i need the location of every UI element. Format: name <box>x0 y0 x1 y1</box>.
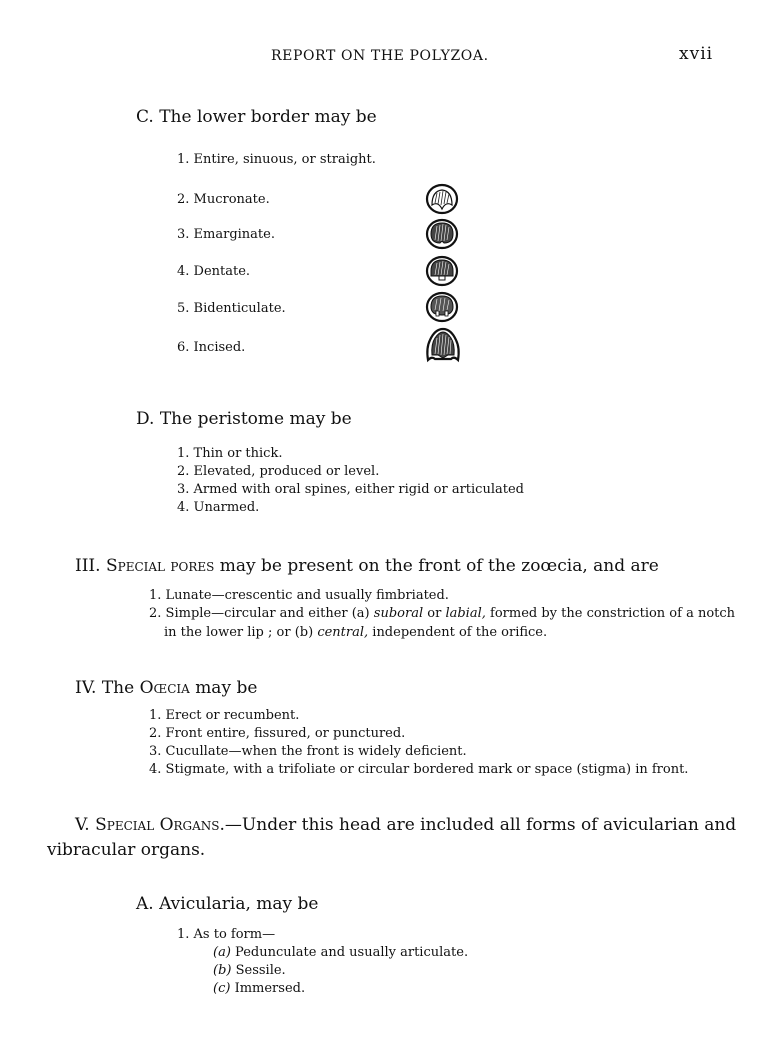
mucronate-orifice-figure <box>424 183 460 215</box>
section-a-item-1: 1. As to form— <box>177 927 276 942</box>
section-iv-item-2: 2. Front entire, fissured, or punctured. <box>149 726 406 741</box>
section-c-item-4: 4. Dentate. <box>177 264 251 279</box>
section-c-item-5: 5. Bidenticulate. <box>177 301 286 316</box>
bidenticulate-orifice-figure <box>424 291 460 323</box>
section-c-item-2: 2. Mucronate. <box>177 192 270 207</box>
section-v-line-1: V. Special Organs.—Under this head are included all forms of avicularian and <box>75 815 737 835</box>
section-iv-item-4: 4. Stigmate, with a trifoliate or circular bordered mark or space (stigma) in front. <box>149 762 689 777</box>
section-a-subitem-a: (a) Pedunculate and usually articulate. <box>213 945 469 960</box>
page-number: xvii <box>679 44 714 64</box>
section-d-item-4: 4. Unarmed. <box>177 500 260 515</box>
section-d-item-2: 2. Elevated, produced or level. <box>177 464 380 479</box>
section-a-subitem-b: (b) Sessile. <box>213 963 286 978</box>
section-d-item-3: 3. Armed with oral spines, either rigid or articulated <box>177 482 524 497</box>
section-iii-heading: III. Special pores may be present on the front of the zoœcia, and are <box>75 556 659 576</box>
section-d-item-1: 1. Thin or thick. <box>177 446 283 461</box>
emarginate-orifice-figure <box>424 218 460 250</box>
section-c-heading: C. The lower border may be <box>136 107 377 127</box>
section-v-line-2: vibracular organs. <box>47 840 206 860</box>
section-iii-item-2-continued: in the lower lip ; or (b) central, independent of the orifice. <box>164 625 548 640</box>
incised-orifice-figure <box>424 326 462 364</box>
section-a-heading: A. Avicularia, may be <box>136 894 319 914</box>
section-iv-item-3: 3. Cucullate—when the front is widely deficient. <box>149 744 467 759</box>
section-a-subitem-c: (c) Immersed. <box>213 981 306 996</box>
section-iii-item-2: 2. Simple—circular and either (a) suboral or labial, formed by the constriction of a notch <box>149 606 736 621</box>
dentate-orifice-figure <box>424 255 460 287</box>
section-iv-heading: IV. The Oœcia may be <box>75 678 258 698</box>
section-c-item-1: 1. Entire, sinuous, or straight. <box>177 152 376 167</box>
section-c-item-6: 6. Incised. <box>177 340 246 355</box>
section-iii-item-1: 1. Lunate—crescentic and usually fimbriated. <box>149 588 449 603</box>
section-iv-item-1: 1. Erect or recumbent. <box>149 708 300 723</box>
running-title: REPORT ON THE POLYZOA. <box>271 48 489 64</box>
section-d-heading: D. The peristome may be <box>136 409 352 429</box>
section-c-item-3: 3. Emarginate. <box>177 227 275 242</box>
